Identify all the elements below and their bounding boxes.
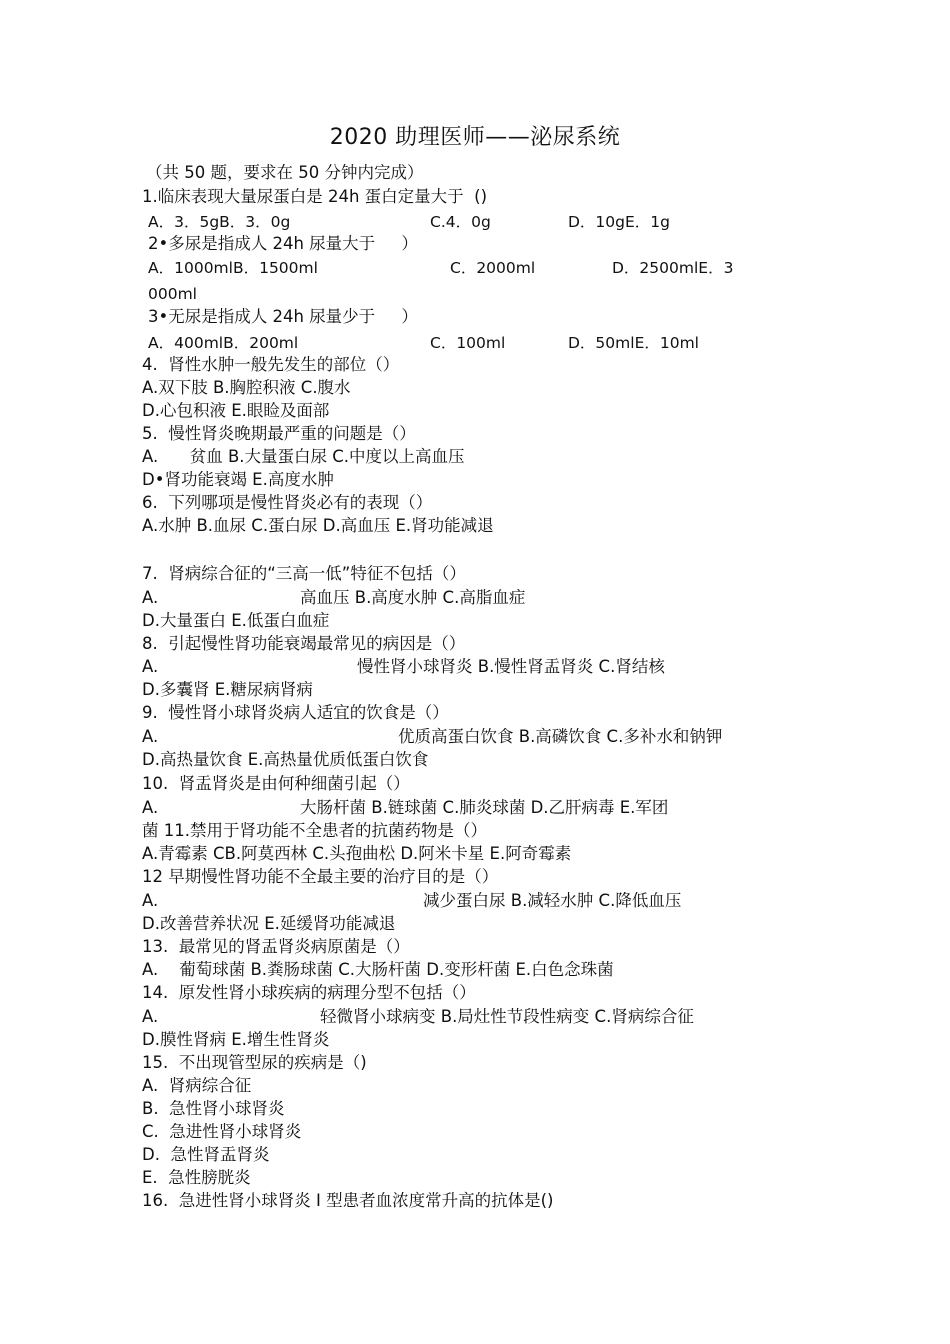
q15-option-c: C. 急进性肾小球肾炎	[142, 1122, 302, 1141]
question-16: 16. 急进性肾小球肾炎 I 型患者血浓度常升高的抗体是()	[142, 1191, 554, 1210]
q7-options-2: D.大量蛋白 E.低蛋白血症	[142, 611, 330, 630]
q9-options-2: D.高热量饮食 E.高热量优质低蛋白饮食	[142, 750, 429, 769]
page-title: 2020 助理医师——泌尿系统	[329, 125, 621, 150]
q12-options-1: 减少蛋白尿 B.减轻水肿 C.降低血压	[423, 891, 682, 910]
question-2: 2•多尿是指成人 24h 尿量大于 ）	[148, 234, 418, 253]
q15-option-e: E. 急性膀胱炎	[142, 1168, 251, 1187]
q7-options-1: 高血压 B.高度水肿 C.高脂血症	[300, 588, 526, 607]
q14-options-2: D.膜性肾病 E.增生性肾炎	[142, 1030, 330, 1049]
question-9: 9. 慢性肾小球肾炎病人适宜的饮食是（）	[142, 703, 449, 722]
exam-note: （共 50 题，要求在 50 分钟内完成）	[146, 163, 424, 182]
q12-options-2: D.改善营养状况 E.延缓肾功能减退	[142, 914, 396, 933]
question-14: 14. 原发性肾小球疾病的病理分型不包括（）	[142, 983, 476, 1002]
q3-options-ab: A．400mlB．200ml	[148, 334, 299, 352]
question-12: 12 早期慢性肾功能不全最主要的治疗目的是（）	[142, 867, 499, 886]
question-13: 13. 最常见的肾盂肾炎病原菌是（）	[142, 937, 410, 956]
q10-option-a-label: A.	[142, 798, 159, 817]
question-10: 10. 肾盂肾炎是由何种细菌引起（）	[142, 774, 410, 793]
q10-options-1: 大肠杆菌 B.链球菌 C.肺炎球菌 D.乙肝病毒 E.军团	[300, 798, 669, 817]
question-8: 8. 引起慢性肾功能衰竭最常见的病因是（）	[142, 634, 466, 653]
q6-options: A.水肿 B.血尿 C.蛋白尿 D.高血压 E.肾功能减退	[142, 516, 494, 535]
q1-options-de: D．10gE．1g	[568, 213, 670, 231]
question-11: 菌 11.禁用于肾功能不全患者的抗菌药物是（）	[142, 821, 487, 840]
question-3: 3•无尿是指成人 24h 尿量少于 ）	[148, 307, 418, 326]
q7-option-a-label: A.	[142, 588, 159, 607]
q8-options-1: 慢性肾小球肾炎 B.慢性肾盂肾炎 C.肾结核	[357, 657, 665, 676]
q15-option-d: D. 急性肾盂肾炎	[142, 1145, 270, 1164]
q12-option-a-label: A.	[142, 891, 159, 910]
q2-options-de: D．2500mlE．3	[612, 259, 734, 277]
q3-option-c: C．100ml	[430, 334, 506, 352]
q5-options-2: D•肾功能衰竭 E.高度水肿	[142, 470, 334, 489]
q8-option-a-label: A.	[142, 657, 159, 676]
question-1: 1.临床表现大量尿蛋白是 24h 蛋白定量大于 ()	[142, 187, 488, 206]
question-6: 6. 下列哪项是慢性肾炎必有的表现（）	[142, 493, 433, 512]
question-5: 5. 慢性肾炎晚期最严重的问题是（）	[142, 424, 416, 443]
q15-option-a: A. 肾病综合征	[142, 1076, 252, 1095]
q15-option-b: B. 急性肾小球肾炎	[142, 1099, 285, 1118]
question-15: 15. 不出现管型尿的疾病是（)	[142, 1053, 367, 1072]
q4-options-1: A.双下肢 B.胸腔积液 C.腹水	[142, 378, 351, 397]
q11-options: A.青霉素 CB.阿莫西林 C.头孢曲松 D.阿米卡星 E.阿奇霉素	[142, 844, 572, 863]
q14-options-1: 轻微肾小球病变 B.局灶性节段性病变 C.肾病综合征	[320, 1007, 694, 1026]
q14-option-a-label: A.	[142, 1007, 159, 1026]
q9-options-1: 优质高蛋白饮食 B.高磷饮食 C.多补水和钠钾	[398, 727, 723, 746]
q2-options-ab: A．1000mlB．1500ml	[148, 259, 318, 277]
q9-option-a-label: A.	[142, 727, 159, 746]
q1-options-ab: A．3．5gB．3．0g	[148, 213, 291, 231]
q2-option-c: C．2000ml	[450, 259, 536, 277]
q8-options-2: D.多囊肾 E.糖尿病肾病	[142, 680, 313, 699]
q1-option-c: C.4．0g	[430, 213, 491, 231]
q2-options-cont: 000ml	[148, 285, 197, 303]
q3-options-de: D．50mlE．10ml	[568, 334, 699, 352]
question-4: 4. 肾性水肿一般先发生的部位（）	[142, 355, 400, 374]
q13-options: A. 葡萄球菌 B.粪肠球菌 C.大肠杆菌 D.变形杆菌 E.白色念珠菌	[142, 960, 614, 979]
q5-options-1: A. 贫血 B.大量蛋白尿 C.中度以上高血压	[142, 447, 465, 466]
question-7: 7. 肾病综合征的“三高一低”特征不包括（）	[142, 564, 466, 583]
q4-options-2: D.心包积液 E.眼睑及面部	[142, 401, 330, 420]
